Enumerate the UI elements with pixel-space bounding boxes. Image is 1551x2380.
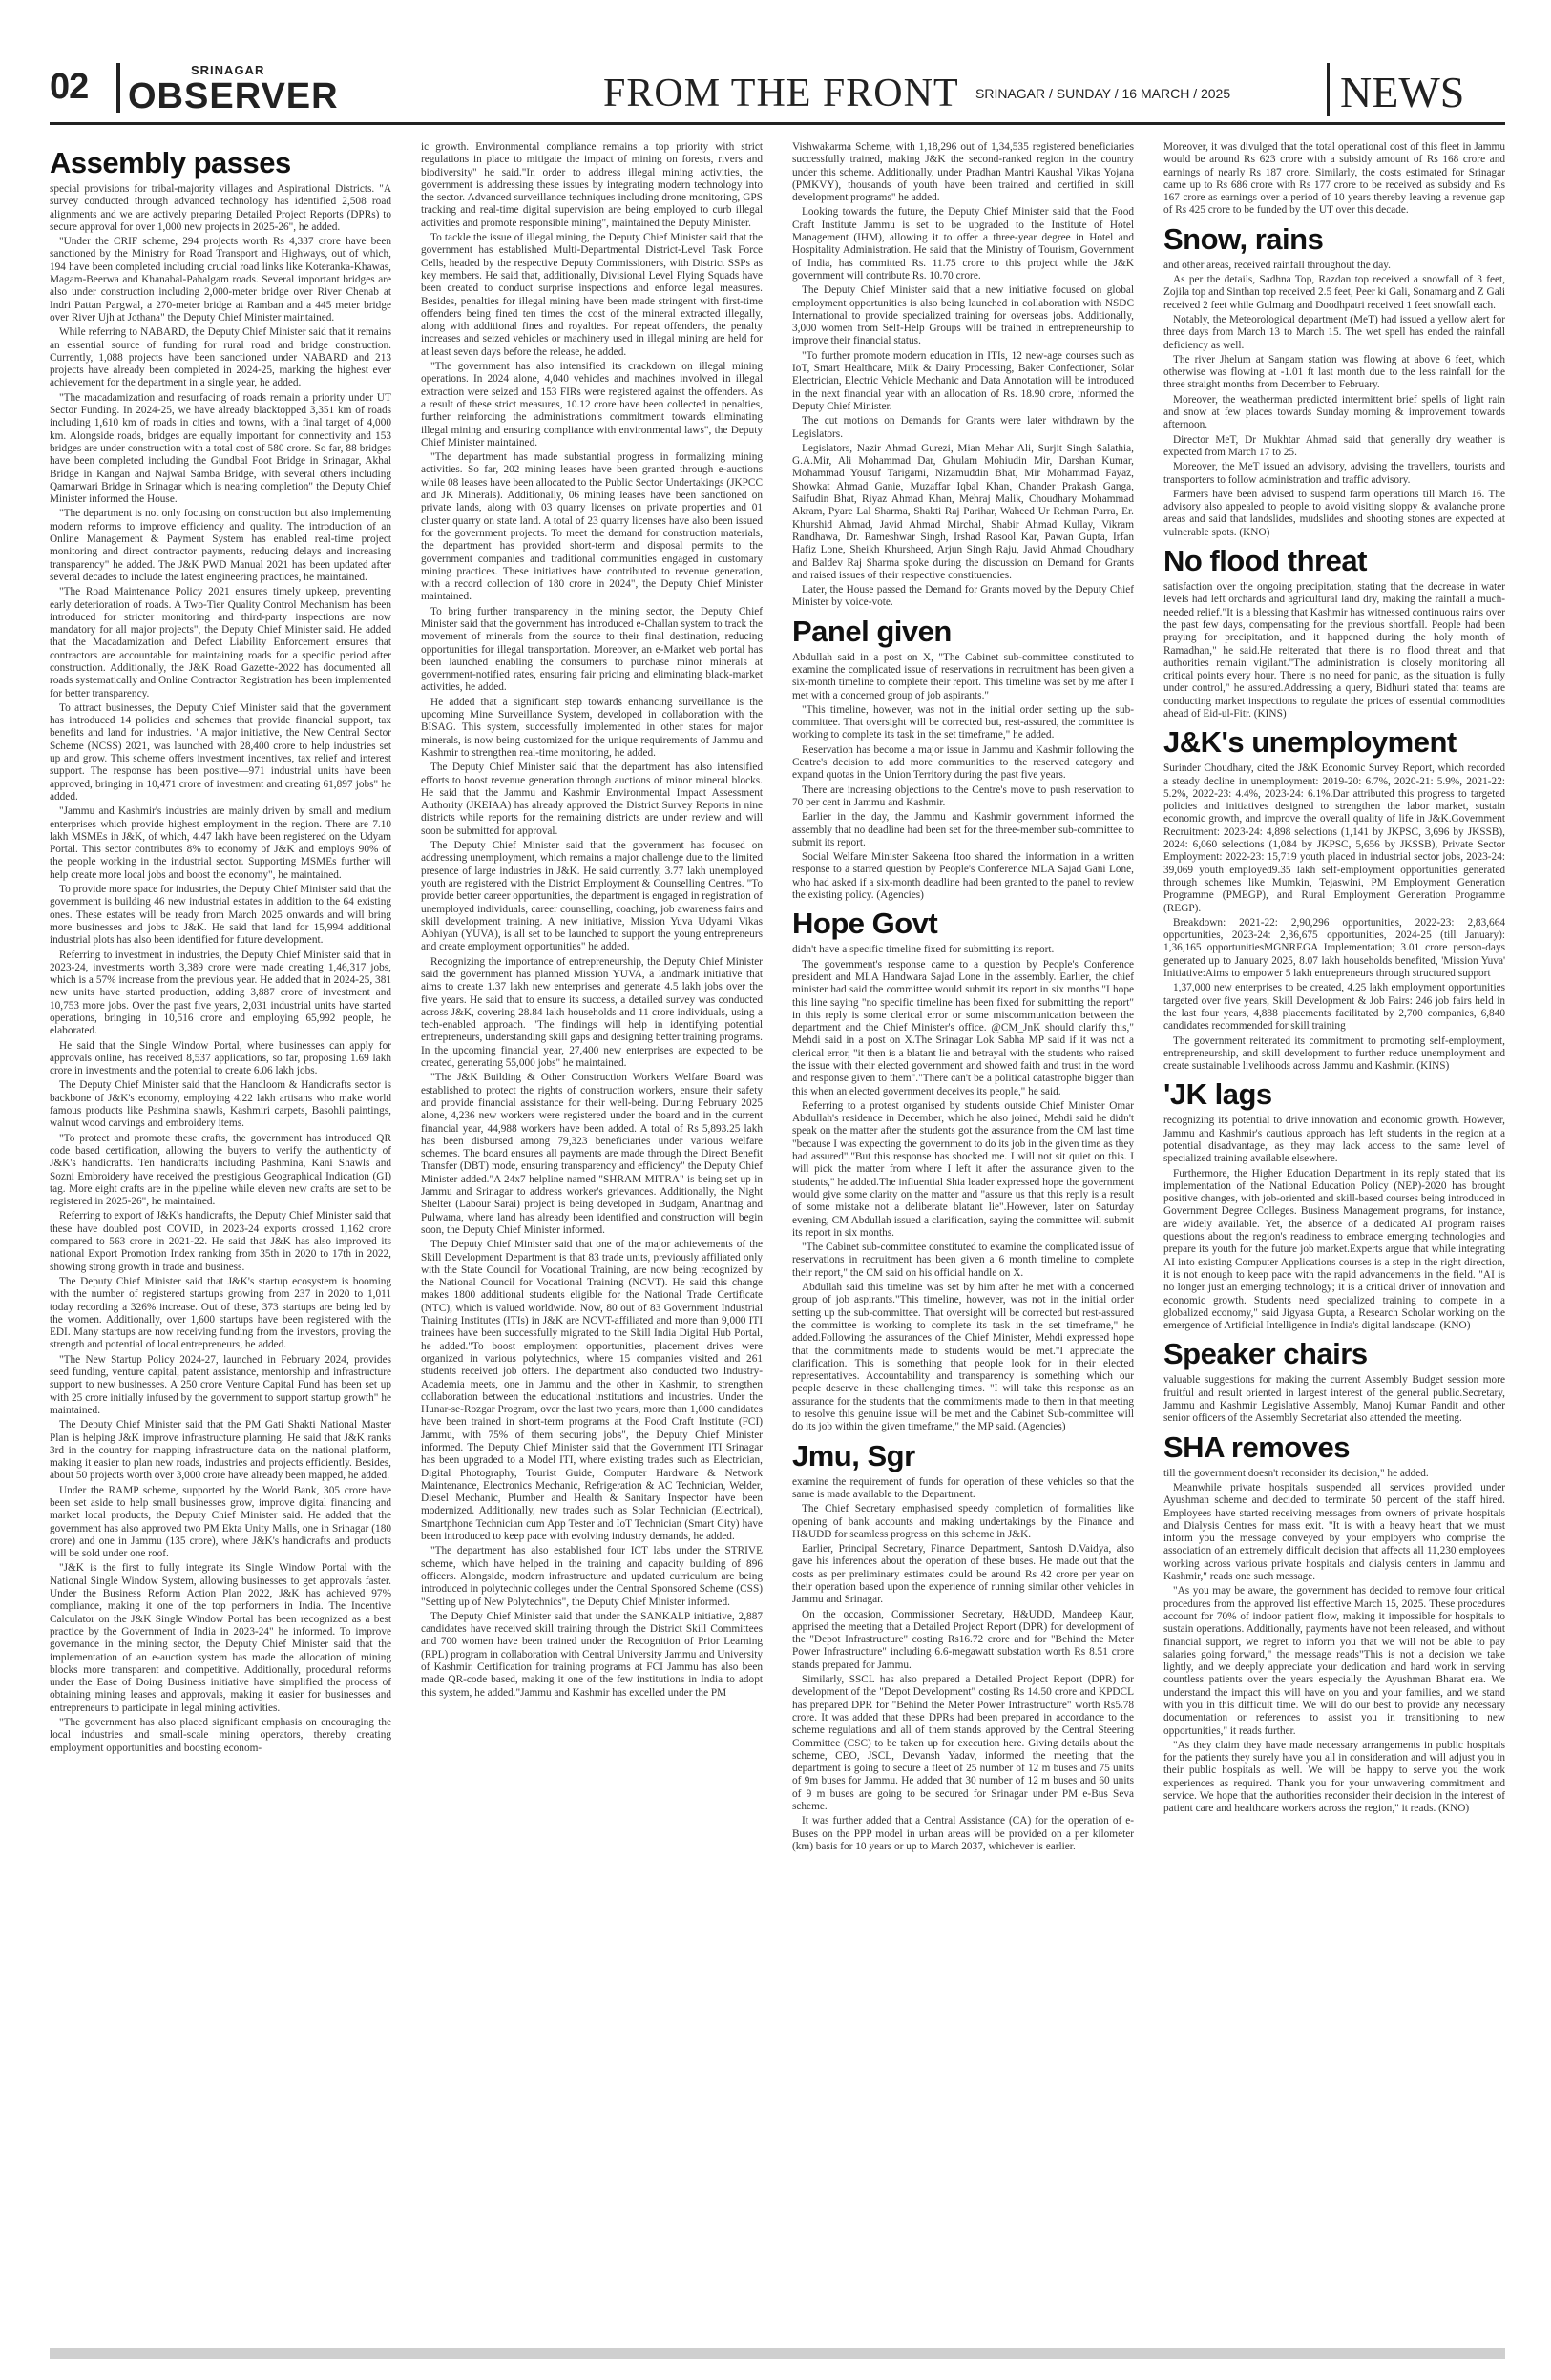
paragraph: examine the requirement of funds for operation of these vehicles so that the same is made available to the Department. bbox=[792, 1475, 1134, 1500]
paragraph: "The J&K Building & Other Construction Workers Welfare Board was established to protect the rights of construction workers, ensure their safety and provide financial assistance for their well-being. During February 2025 alone, 4,236 new workers were registered under the board and in the current financial year, 44,988 workers have been added. A total of Rs 5,893.25 lakh has been disbursed among 79,323 beneficiaries under various welfare schemes. The board ensures all payments are made through the Direct Benefit Transfer (DBT) mode, ensuring transparency and efficiency" the Deputy Chief Minister added."A 24x7 helpline named "SHRAM MITRA" is being set up in Jammu and Srinagar to address worker's grievances. Additionally, the Night Shelter (Labour Sarai) project is being developed in Budgam, Anantnag and Pulwama, where land has already been identified and construction will begin soon, the Deputy Chief Minister informed. bbox=[421, 1072, 763, 1236]
paragraph: "The Road Maintenance Policy 2021 ensures timely upkeep, preventing early deterioration of roads. A Two-Tier Quality Control Mechanism has been introduced for stricter monitoring and third-party inspections are now mandatory for all major projects", the Deputy Chief Minister said. He added that the Macadamization and Defect Liability Enforcement ensures that contractors are accountable for maintaining roads for a specific period after construction. Additionally, the J&K Road Gazette-2022 has documented all roads systematically and Online Contractor Registration has been implemented for better transparency. bbox=[50, 586, 391, 699]
article-body bbox=[421, 141, 763, 1700]
paragraph: Legislators, Nazir Ahmad Gurezi, Mian Mehar Ali, Surjit Singh Salathia, G.A.Mir, Ali Mohammad Dar, Ghulam Mohiudin Mir, Darshan Kumar, Mohammad Yousuf Tarigami, Nizamuddin Bhat, Mir Mohammad Fayaz, Showkat Ahmad Ganie, Muzaffar Iqbal Khan, Chander Prakash Ganga, Saifudin Bhat, Riyaz Ahmad Khan, Mehraj Malik, Choudhary Mohammad Akram, Pyare Lal Sharma, Shakti Raj Parihar, Waheed Ur Rehman Parra, Er. Khurshid Ahmad, Javid Ahmad Mirchal, Shabir Ahmad Kullay, Vikram Randhawa, Dr. Rameshwar Singh, Irshad Rasool Kar, Pawan Gupta, Irfan Hafiz Lone, Sheikh Khursheed, Arjun Singh Raju, Javid Ahmad Choudhary and Baldev Raj Sharma spoke during the discussion on Demand for Grants and raised issues of their respective constituencies. bbox=[792, 442, 1134, 581]
paragraph: The Deputy Chief Minister said that one of the major achievements of the Skill Development Department is that 83 trade units, previously affiliated only with the State Council for Vocational Training, are now being recognized by the National Council for Vocational Training (NCVT). He said this change makes 1800 additional students eligible for the National Trade Certificate (NTC), which is valued worldwide. Now, 80 out of 83 Government Industrial Training Institutes (ITIs) in J&K are NCVT-affiliated and more than 9,000 ITI trainees have been successfully migrated to the Skill India Digital Hub Portal, he added."To boost employment opportunities, placement drives were organized in various polytechnics, where 15 companies visited and 261 students received job offers. The department also conducted two Industry-Academia meets, one in Jammu and the other in Kashmir, to strengthen collaboration between the educational institutions and industries. Under the Hunar-se-Rozgar Program, over the last two years, more than 1,000 candidates have been trained in short-term programs at the Food Craft Institute (FCI) Jammu, with 75% of them securing jobs", the Deputy Chief Minister informed. The Deputy Chief Minister said that the Government ITI Srinagar has been upgraded to a Model ITI, where existing trades such as Electrician, Digital Photography, Tourist Guide, Computer Hardware & Network Maintenance, Electronics Mechanic, Refrigeration & AC Technician, Welder, Diesel Mechanic, Plumber and Health & Sanitary Inspector have been modernized. Additionally, new trades such as Solar Technician (Electrical), Smartphone Technician cum App Tester and IoT Technician (Smart City) have been introduced to keep pace with evolving industry demands, he added. bbox=[421, 1239, 763, 1543]
paragraph: To attract businesses, the Deputy Chief Minister said that the government has introduced 14 policies and schemes that provide financial support, tax benefits and land for industries. "A major initiative, the New Central Sector Scheme (NCSS) 2021, was launched with 28,400 crore to help industries set up and grow. This scheme offers investment incentives, tax relief and interest support. The response has been positive—971 industrial units have been approved, bringing in 10,471 crore of investment and creating 61,897 jobs" he added. bbox=[50, 701, 391, 803]
paragraph: The Deputy Chief Minister said that J&K's startup ecosystem is booming with the number of registered startups growing from 237 in 2020 to 1,011 today recording a 326% increase. Out of these, 373 startups are being led by the women. Additionally, over 1,600 startups have been registered with the EDI. Many startups are now receiving funding from the investors, proving the strength and potential of local entrepreneurs, he added. bbox=[50, 1275, 391, 1351]
paragraph: recognizing its potential to drive innovation and economic growth. However, Jammu and Kashmir's cautious approach has left students in the region at a potential disadvantage, as they may lack access to the same level of specialized training available elsewhere. bbox=[1163, 1115, 1505, 1165]
headline: J&K's unemployment bbox=[1163, 725, 1457, 760]
paragraph: special provisions for tribal-majority villages and Aspirational Districts. "A survey conducted through advanced technology has identified 2,508 road alignments and we are actively preparing Detailed Project Reports (DPRs) to secure approval for over 1,000 new projects in 2025-26", he added. bbox=[50, 183, 391, 233]
paragraph: The river Jhelum at Sangam station was flowing at above 6 feet, which otherwise was flowing at -1.01 ft last month due to the less rainfall for the three straight months from December to February. bbox=[1163, 353, 1505, 391]
paragraph: "To protect and promote these crafts, the government has introduced QR code based certification, allowing the buyers to verify the authenticity of J&K's handicrafts. Ten handicrafts including Pashmina, Kani Shawls and Sozni Embroidery have received the prestigious Geographical Indication (GI) tag. More eight crafts are in the pipeline while eleven new crafts are set to be registered in 2025-26", he maintained. bbox=[50, 1132, 391, 1208]
article-body bbox=[1163, 141, 1505, 218]
paragraph: Similarly, SSCL has also prepared a Detailed Project Report (DPR) for development of the "Depot Development" costing Rs 14.50 crore and KPDCL has prepared DPR for "Behind the Meter Power Infrastructure" worth Rs5.78 crore. It was added that these DPRs had been prepared in accordance to the scheme regulations and all of them stands approved by the Central Steering Committee (CSC) to be taken up for execution here. Giving details about the scheme, CEO, JSCL, Devansh Yadav, informed the meeting that the department is going to secure a fleet of 25 number of 12 m buses and 75 units of 9m buses for Jammu. He added that 30 number of 12 m buses and 60 units of 9 m buses are going to be secured for Srinagar under PM e-Bus Seva scheme. bbox=[792, 1674, 1134, 1813]
paragraph: The Deputy Chief Minister said that a new initiative focused on global employment opportunities is also being launched in collaboration with NSDC International to provide specialized training for overseas jobs. Additionally, 3,000 women from Self-Help Groups will be trained in entrepreneurship to improve their financial status. bbox=[792, 284, 1134, 347]
headline: Speaker chairs bbox=[1163, 1337, 1368, 1371]
paragraph: "To further promote modern education in ITIs, 12 new-age courses such as IoT, Smart Healthcare, Milk & Dairy Processing, Baker Confectioner, Solar Electrician, Electric Vehicle Mechanic and Data Annotation will be introduced in the next financial year with an allocation of Rs. 18.90 crore, informed the Deputy Chief Minister. bbox=[792, 349, 1134, 412]
paragraph: "This timeline, however, was not in the initial order setting up the sub-committee. That oversight will be corrected but, rest-assured, the committee is working to complete its task in the set timeframe," he added. bbox=[792, 703, 1134, 741]
paragraph: "J&K is the first to fully integrate its Single Window Portal with the National Single Window System, allowing businesses to get approvals faster. Under the Business Reform Action Plan 2022, J&K has achieved 97% compliance, making it one of the top performers in India. The Incentive Calculator on the J&K Single Window Portal has been recognized as a best practice by the Government of India in 2023-24" he informed. To improve governance in the mining sector, the Deputy Chief Minister said that the implementation of an e-auction system has made the allocation of mining blocks more transparent and competitive. Additionally, procedural reforms under the Ease of Doing Business initiative have simplified the process of obtaining mining leases and approvals, making it easier for businesses and entrepreneurs to participate in legal mining activities. bbox=[50, 1562, 391, 1714]
paragraph: and other areas, received rainfall throughout the day. bbox=[1163, 259, 1391, 271]
paragraph: The government reiterated its commitment to promoting self-employment, entrepreneurship, and skill development to further reduce unemployment and create sustainable livelihoods across Jammu and Kashmir. (KINS) bbox=[1163, 1034, 1505, 1073]
column-1 bbox=[50, 141, 391, 1757]
paragraph: Moreover, it was divulged that the total operational cost of this fleet in Jammu would be around Rs 623 crore with a subsidy amount of Rs 168 crore and earnings of nearly Rs 187 crore. Similarly, the costs estimated for Srinagar came up to Rs 686 crore with Rs 177 crore to be received as subsidy and Rs 167 crore as earnings over a period of 10 years thereby leaving a revenue gap of Rs 425 crore to be funded by the UT over this decade. bbox=[1163, 141, 1505, 217]
article-body bbox=[792, 652, 1134, 903]
paragraph: The Deputy Chief Minister said that the Handloom & Handicrafts sector is backbone of J&K's economy, employing 4.22 lakh artisans who make world famous products like Pashmina shawls, Kashmiri carpets, Basohli paintings, walnut wood carvings and embroidery items. bbox=[50, 1079, 391, 1130]
paragraph: To tackle the issue of illegal mining, the Deputy Chief Minister said that the government has established Multi-Departmental District-Level Task Force Cells, headed by the respective Deputy Commissioners, with District SSPs as key members. He said that, additionally, Divisional Level Flying Squads have been created to conduct surprise inspections and enforce legal measures. Besides, penalties for illegal mining have been made stringent with first-time offenders being fined ten times the cost of the mineral extracted illegally, along with additional fines and royalties. For repeat offenders, the penalty increases and seized vehicles or machinery used in illegal mining are held for at least seven days before the release, he added. bbox=[421, 232, 763, 358]
article-body bbox=[1163, 762, 1505, 1073]
paragraph: There are increasing objections to the Centre's move to push reservation to 70 per cent in Jammu and Kashmir. bbox=[792, 783, 1134, 808]
paragraph: 1,37,000 new enterprises to be created, 4.25 lakh employment opportunities targeted over five years, Skill Development & Job Fairs: 246 job fairs held in the last four years, 4,888 placements facilitated by 2,700 companies, 6,840 candidates recommended for skill training bbox=[1163, 982, 1505, 1033]
paragraph: While referring to NABARD, the Deputy Chief Minister said that it remains an essential source of funding for rural road and bridge construction. Currently, 1,088 projects have been sanctioned under NABARD and 213 projects have already been completed in 2024-25, marking the highest ever achievement for the department in a single year, he added. bbox=[50, 326, 391, 389]
paper-name-small: SRINAGAR bbox=[191, 63, 265, 77]
paragraph: Referring to a protest organised by students outside Chief Minister Omar Abdullah's residence in December, which he also joined, Mehdi said he didn't speak on the matter after the students got the assurance from the CM last time "because I was expecting the government to do its job in the given time as they had assured"."But this response has shocked me. I will not sit quiet on this. I will pick the matter from where I left it after the assurance given to the students," he added.The influential Shia leader expressed hope the government would give some clarity on the matter and "assure us that this reply is a result of some mistake not a deliberate blatant lie".However, later on Saturday evening, CM Abdullah issued a clarification, saying the committee will submit its report in six months. bbox=[792, 1099, 1134, 1239]
article-body bbox=[1163, 260, 1505, 539]
paragraph: Notably, the Meteorological department (MeT) had issued a yellow alert for three days from March 13 to March 15. The wet spell has ended the rainfall deficiency as well. bbox=[1163, 313, 1505, 351]
article-body bbox=[792, 1476, 1134, 1854]
paper-name: OBSERVER bbox=[128, 76, 339, 116]
paragraph: The Deputy Chief Minister said that under the SANKALP initiative, 2,887 candidates have received skill training through the District Skill Committees and 700 women have been trained under the Recognition of Prior Learning (RPL) program in collaboration with Central University Jammu and University of Kashmir. Certification for training programs at FCI Jammu has also been made QR-code based, making it one of the few institutions in India to adopt this system, he added."Jammu and Kashmir has excelled under the PM bbox=[421, 1610, 763, 1699]
paragraph: "As they claim they have made necessary arrangements in public hospitals for the patients they surely have you all in consideration and will adjust you in their public hospitals as well. We will be happy to serve you the work experiences as required. Thank you for your unwavering commitment and service. We hope that the authorities reconsider their decision in the interest of patient care and healthcare workers across the region," it reads. (KNO) bbox=[1163, 1739, 1505, 1815]
paragraph: "The New Startup Policy 2024-27, launched in February 2024, provides seed funding, venture capital, patent assistance, mentorship and infrastructure support to new businesses. A 250 crore Venture Capital Fund has been set up with 25 crore initially infused by the government to support startup growth" he maintained. bbox=[50, 1353, 391, 1416]
headline: Panel given bbox=[792, 614, 952, 648]
paragraph: The Deputy Chief Minister said that the department has also intensified efforts to boost revenue generation through auctions of minor mineral blocks. He said that the Jammu and Kashmir Environmental Impact Assessment Authority (JKEIAA) has already approved the District Survey Reports in nine districts while reports for the remaining districts are under review and will soon be submitted for approval. bbox=[421, 762, 763, 837]
paragraph: It was further added that a Central Assistance (CA) for the operation of e-Buses on the PPP model in urban areas will be provided on a per kilometer (km) basis for 10 years or up to March 2037, whichever is earlier. bbox=[792, 1815, 1134, 1852]
paragraph: The Deputy Chief Minister said that the government has focused on addressing unemployment, which remains a major challenge due to the limited presence of large industries in J&K. He said currently, 3.77 lakh unemployed youth are registered with the District Employment & Counselling Centres. "To provide better career opportunities, the department is engaged in registration of unemployed individuals, career counselling, coaching, job awareness fairs and skill development training. A new initiative, Mission Yuva Udyami Vikas Abhiyan (YUVA), is all set to be launched to support the young entrepreneurs and create employment opportunities" he added. bbox=[421, 840, 763, 953]
paragraph: Under the RAMP scheme, supported by the World Bank, 305 crore have been set aside to help small businesses grow, improve digital financing and market local products, the Deputy Chief Minister said. He added that the government has also approved two PM Ekta Unity Malls, one in Srinagar (180 crore) and one in Jammu (135 crore), where J&K's handicrafts and products will be sold under one roof. bbox=[50, 1484, 391, 1560]
masthead-divider-right bbox=[1327, 63, 1330, 116]
paragraph: "The government has also intensified its crackdown on illegal mining operations. In 2024 alone, 4,040 vehicles and machines involved in illegal extraction were seized and 153 FIRs were registered against the offenders. As a result of these strict measures, 10.12 crore have been collected in penalties, further reinforcing the administration's commitment towards eliminating illegal mining and ensuring compliance with environmental laws", the Deputy Chief Minister maintained. bbox=[421, 361, 763, 449]
paragraph: Social Welfare Minister Sakeena Itoo shared the information in a written response to a starred question by People's Conference MLA Sajad Gani Lone, who had asked if a six-month deadline had been granted to the panel to review the existing policy. (Agencies) bbox=[792, 851, 1134, 902]
column-4 bbox=[1163, 141, 1505, 1818]
paragraph: Looking towards the future, the Deputy Chief Minister said that the Food Craft Institute Jammu is set to be upgraded to the Institute of Hotel Management (IHM), allowing it to offer a three-year degree in Hotel and Hospitality Administration. He said that the Ministry of Tourism, Government of India, has committed Rs. 11.75 crore to this project while the J&K government will contribute Rs. 10.70 crore. bbox=[792, 206, 1134, 282]
article-body bbox=[1163, 1468, 1505, 1816]
masthead-divider bbox=[116, 63, 120, 113]
section-label: NEWS bbox=[1340, 68, 1465, 116]
paragraph: Reservation has become a major issue in Jammu and Kashmir following the Centre's decision to add more communities to the reserved category and expand quotas in the Union Territory during the past five years. bbox=[792, 743, 1134, 782]
paragraph: "The macadamization and resurfacing of roads remain a priority under UT Sector Funding. In 2024-25, we have already blacktopped 3,351 km of roads including 1,610 km of roads in cities and towns, with a final target of 4,000 km. Alongside roads, bridges are equally important for connectivity and 153 bridges are under construction with a total cost of 580 crore. So far, 88 bridges have been completed including the Gundbal Foot Bridge in Srinagar, Akhal Bridge in Kangan and Najwal Samba Bridge, with several others including Qamarwari Bridge in Srinagar which is nearing completion" the Deputy Chief Minister informed the House. bbox=[50, 391, 391, 506]
paragraph: Moreover, the MeT issued an advisory, advising the travellers, tourists and transporters to follow administration and traffic advisory. bbox=[1163, 461, 1505, 486]
paragraph: Referring to export of J&K's handicrafts, the Deputy Chief Minister said that these have doubled post COVID, in 2023-24 exports crossed 1,162 crore compared to 563 crore in 2021-22. He said that J&K has also improved its national Export Promotion Index ranking from 35th in 2020 to 17th in 2022, showing strong growth in trade and business. bbox=[50, 1210, 391, 1273]
headline: Jmu, Sgr bbox=[792, 1438, 915, 1472]
column-3 bbox=[792, 141, 1134, 1855]
paragraph: Farmers have been advised to suspend farm operations till March 16. The advisory also appealed to people to avoid visiting sloppy & avalanche prone areas and said that landslides, mudslides and shooting stones are expected at vulnerable spots. (KNO) bbox=[1163, 488, 1505, 538]
paragraph: Breakdown: 2021-22: 2,90,296 opportunities, 2022-23: 2,83,664 opportunities, 2023-24: 2,36,675 opportunities, 2024-25 (till January): 1,36,165 opportunitiesMGNREGA Implementation; 3.01 crore person-days generated up to January 2025, 8.07 lakh households benefited, 'Mission Yuva' Initiative:Aims to empower 5 lakh entrepreneurs through structured support bbox=[1163, 916, 1505, 980]
paragraph: The government's response came to a question by People's Conference president and MLA Handwara Sajad Lone in the assembly. Earlier, the chief minister had said the committee would submit its report in six months."I hope this line saying "no specific timeline has been fixed for submitting the report" in this reply is some clerical error or some miscommunication between the department and the Chief Minister's office. @CM_JnK should clarify this," Mehdi said in a post on X.The Srinagar Lok Sabha MP said if it was not a clerical error, "it then is a blatant lie and betrayal with the students who raised the issue with their elected government and showed faith and trust in the word and response given to them"."There can't be a political catastrophe bigger than this when an elected government deceives its people," he said. bbox=[792, 958, 1134, 1097]
dateline: SRINAGAR / SUNDAY / 16 MARCH / 2025 bbox=[975, 86, 1231, 101]
section-title: FROM THE FRONT bbox=[603, 72, 959, 115]
article-body bbox=[792, 141, 1134, 610]
paragraph: Earlier, Principal Secretary, Finance Department, Santosh D.Vaidya, also gave his inferences about the operation of these buses. He made out that the costs as per preliminary estimates could be around Rs 42 crore per year on their operation based upon the experience of running similar other vehicles in Jammu and Srinagar. bbox=[792, 1543, 1134, 1606]
paragraph: Abdullah said this timeline was set by him after he met with a concerned group of job aspirants."This timeline, however, was not in the initial order setting up the sub-committee. That oversight will be corrected but rest-assured the committee is working to complete its task in the set timeframe," he added.Following the assurances of the Chief Minister, Mehdi expressed hope that the commitments made to students would be met."I appreciate the clarification. This is something that people look for in their elected representatives. Accountability and transparency is something which our people deserve in these challenging times. "I will take this response as an assurance for the students that the commitments made to them in that meeting to resolve this genuine issue will be met and the Cabinet Sub-committee will do its job within the given timeframe," the MP said. (Agencies) bbox=[792, 1282, 1134, 1433]
paragraph: Director MeT, Dr Mukhtar Ahmad said that generally dry weather is expected from March 17 to 25. bbox=[1163, 433, 1505, 458]
article-body bbox=[50, 183, 391, 1755]
paragraph: "The department is not only focusing on construction but also implementing modern reforms to improve efficiency and quality. The introduction of an Online Management & Payment System has enabled real-time project monitoring and direct contractor payments, reducing delays and increasing transparency" he added. The J&K PWD Manual 2021 has been updated after several decades to include the latest engineering practices, he maintained. bbox=[50, 508, 391, 583]
article-body bbox=[1163, 1374, 1505, 1425]
headline: 'JK lags bbox=[1163, 1077, 1272, 1112]
article-body bbox=[1163, 1115, 1505, 1332]
paragraph: As per the details, Sadhna Top, Razdan top received a snowfall of 3 feet, Zojila top and Sinthan top received 2.5 feet, Peer ki Gali, Sonamarg and Z Gali received 2 feet while Gulmarg and Doodhpatri received 1 feet snowfall each. bbox=[1163, 274, 1505, 311]
headline: Hope Govt bbox=[792, 907, 938, 941]
paragraph: The cut motions on Demands for Grants were later withdrawn by the Legislators. bbox=[792, 415, 1134, 440]
paragraph: Surinder Choudhary, cited the J&K Economic Survey Report, which recorded a steady decline in unemployment: 2019-20: 6.7%, 2020-21: 5.9%, 2021-22: 5.2%, 2022-23: 4.4%, 2023-24: 6.1%.Dar attributed this progress to targeted policies and initiatives designed to strengthen the labor market, sustain economic growth, and improve the overall quality of life in J&K.Government Recruitment: 2023-24: 4,898 selections (1,141 by JKPSC, 3,696 by JKSSB), 2024: 6,060 selections (1,084 by JKPSC, 5,656 by JKSSB), Private Sector Employment: 2022-23: 15,719 youth placed in industrial sector jobs, 2023-24: 39,069 youth employed9.35 lakh self-employment opportunities generated through schemes like Mumkin, Tejaswini, PM Employment Generation Programme (PMEGP), and Rural Employment Generation Programme (REGP). bbox=[1163, 762, 1505, 914]
paragraph: satisfaction over the ongoing precipitation, stating that the decrease in water levels had left orchards and agricultural land dry, making the rainfall a much-needed relief."It is a blessing that Kashmir has witnessed continuous rains over the past few days, compensating for the previous shortfall. People had been praying for precipitation, and it happened during the holy month of Ramadhan," he said.He reiterated that there is no flood threat and that authorities remain vigilant."The administration is closely monitoring all critical points every hour. There is no need for panic, as the situation is fully under control," he assured.Addressing a query, Bidhuri stated that teams are conducting market inspections to regulate the prices of essential commodities ahead of Eid-ul-Fitr. (KINS) bbox=[1163, 581, 1505, 720]
paragraph: ic growth. Environmental compliance remains a top priority with strict regulations in place to mitigate the impact of mining on forests, rivers and biodiversity" he said."In order to address illegal mining activities, the government is addressing these issues by integrating modern technology into the sector. Advanced surveillance techniques including drone monitoring, GPS tracking and real-time digital supervision are being employed to curb illegal activities and promote responsible mining", maintained the Deputy Minister. bbox=[421, 141, 763, 229]
paragraph: To provide more space for industries, the Deputy Chief Minister said that the government is building 46 new industrial estates in addition to the 64 existing ones. These estates will be ready from March 2025 onwards and will bring more businesses and jobs to J&K. He said that land for 15,994 additional industrial plots has also been identified for future development. bbox=[50, 884, 391, 947]
paragraph: Recognizing the importance of entrepreneurship, the Deputy Chief Minister said the government has planned Mission YUVA, a landmark initiative that aims to create 1.37 lakh new enterprises and generate 4.5 lakh jobs over the five years. He said that to ensure its success, a detailed survey was conducted across J&K, covering 28.84 lakh households and 11 crore individuals, using a tech-enabled approach. "The findings will help in identifying potential entrepreneurs, understanding skill gaps and designing better training programs. In the upcoming financial year, 27,400 new enterprises are expected to be created, generating 55,000 jobs" he maintained. bbox=[421, 955, 763, 1070]
page-number: 02 bbox=[50, 67, 89, 107]
headline: SHA removes bbox=[1163, 1430, 1350, 1464]
paragraph: "As you may be aware, the government has decided to remove four critical procedures from the approved list effective March 15, 2025. These procedures account for 70% of indoor patient flow, making it impossible for hospitals to sustain operations. Additionally, payments have not been released, and without financial support, we regret to inform you that we will not be able to pay salaries going forward," the message reads"This is not a decision we take lightly, and we deeply appreciate your dedication and hard work in serving countless patients over the years especially the Ayushman Bharat era. We understand the impact this will have on you and your families, and we stand with you in this difficult time. We will do our best to provide any necessary documentation or references to assist you in transitioning to new opportunities," it reads further. bbox=[1163, 1585, 1505, 1737]
paragraph: "Jammu and Kashmir's industries are mainly driven by small and medium enterprises which provide highest employment in the region. There are 7.10 lakh MSMEs in J&K, of which, 4.47 lakh have been registered on the Udyam Portal. This sector contributes 8% to economy of J&K and employs 90% of the people working in the industrial sector. Supporting MSMEs further will help create more local jobs and boost the economy", he maintained. bbox=[50, 805, 391, 881]
paragraph: Furthermore, the Higher Education Department in its reply stated that its implementation of the National Education Policy (NEP)-2020 has brought positive changes, with job-oriented and skill-based courses being introduced in Government Degree Colleges. Business Management programs, for instance, are widely available. Yet, the absence of a dedicated AI program raises questions about the region's readiness to embrace emerging technologies and prepare its youth for the future job market.Experts argue that while integrating AI into existing Computer Applications courses is a step in the right direction, it is not enough to keep pace with the rapid advancements in the field. "AI is no longer just an emerging technology; it is a critical driver of innovation and economic growth. Students need specialized training to compete in a globalized economy," said Jigyasa Gupta, a Research Scholar working on the emergence of Artificial Intelligence in India's digital landscape. (KNO) bbox=[1163, 1167, 1505, 1332]
paragraph: Abdullah said in a post on X, "The Cabinet sub-committee constituted to examine the complicated issue of reservations in recruitment has been given a six-month timeline to complete their report. This timeline was set by me after I met with a concerned group of job aspirants." bbox=[792, 651, 1134, 701]
column-2 bbox=[421, 141, 763, 1701]
paragraph: Later, the House passed the Demand for Grants moved by the Deputy Chief Minister by voice-vote. bbox=[792, 584, 1134, 609]
paragraph: valuable suggestions for making the current Assembly Budget session more fruitful and result oriented in largest interest of the general public.Secretary, Jammu and Kashmir Legislative Assembly, Manoj Kumar Pandit and other senior officers of the Assembly Secretariat also attended the meeting. bbox=[1163, 1374, 1505, 1425]
masthead-rule bbox=[50, 122, 1505, 125]
paragraph: "Under the CRIF scheme, 294 projects worth Rs 4,337 crore have been sanctioned by the Ministry for Road Transport and Highways, out of which, 194 have been completed including crucial road links like Koteranka-Khawas, Magam-Beerwa and Khanabal-Pahalgam roads. Several important bridges are also under construction including 2,000-meter bridge over River Chenab at Indri Pattan Pargwal, a 270-meter bridge at Ramban and a 445 meter bridge over River Ujh at Jothana" the Deputy Chief Minister maintained. bbox=[50, 236, 391, 324]
masthead bbox=[50, 59, 1505, 118]
paragraph: didn't have a specific timeline fixed for submitting its report. bbox=[792, 944, 1055, 956]
paragraph: He said that the Single Window Portal, where businesses can apply for approvals online, has received 8,537 applications, so far, proposing 1.69 lakh crore in investments and the potential to create 6.06 lakh jobs. bbox=[50, 1039, 391, 1077]
paragraph: The Chief Secretary emphasised speedy completion of formalities like opening of bank accounts and making undertakings by the Finance and H&UDD for seamless progress on this scheme in J&K. bbox=[792, 1503, 1134, 1540]
paragraph: "The government has also placed significant emphasis on encouraging the local industries and small-scale mining operators, thereby creating employment opportunities and boosting econom- bbox=[50, 1717, 391, 1754]
paragraph: "The Cabinet sub-committee constituted to examine the complicated issue of reservations in recruitment has been given a 6 month timeline to complete their report," the CM said on his official handle on X. bbox=[792, 1242, 1134, 1279]
paragraph: The Deputy Chief Minister said that the PM Gati Shakti National Master Plan is helping J&K improve infrastructure planning. He said that J&K ranks 3rd in the country for mapping infrastructure data on the national platform, making it easier to plan new roads, industries and projects efficiently. Besides, about 50 projects worth over 3,000 crore have already been mapped, he added. bbox=[50, 1419, 391, 1482]
paragraph: Earlier in the day, the Jammu and Kashmir government informed the assembly that no deadline had been set for the three-member sub-committee to submit its report. bbox=[792, 811, 1134, 848]
paragraph: Referring to investment in industries, the Deputy Chief Minister said that in 2023-24, investments worth 3,389 crore were made creating 1,46,317 jobs, which is a 57% increase from the previous year. He added that in 2024-25, 381 new units have started production, adding 3,887 crore of investment and 10,753 more jobs. Over the past five years, 2,031 industrial units have started operations, bringing in 10,516 crore and employing 65,992 people, he elaborated. bbox=[50, 949, 391, 1037]
paragraph: Vishwakarma Scheme, with 1,18,296 out of 1,34,535 registered beneficiaries successfully trained, making J&K the second-ranked region in the country under this scheme. Additionally, under Pradhan Mantri Kaushal Vikas Yojana (PMKVY), thousands of youth have been trained and certified in skill development programs" he added. bbox=[792, 141, 1134, 204]
headline: Assembly passes bbox=[50, 146, 291, 179]
paragraph: To bring further transparency in the mining sector, the Deputy Chief Minister said that the government has introduced e-Challan system to track the movement of minerals from the source to their final destination, reducing opportunities for illegal transportation. Moreover, an e-Market web portal has been launched enabling the consumers to purchase minor minerals at government-notified rates, ensuring fair pricing and eliminating black-market activities, he added. bbox=[421, 605, 763, 694]
paragraph: Meanwhile private hospitals suspended all services provided under Ayushman scheme and decided to terminate 50 percent of the staff hired. Employees have started receiving messages from owners of private hospitals and Dialysis Centres for mass exit. "It is with a heavy heart that we must inform you the message conveyed by your employers who comprise the association of an extremely difficult decision that affects all 11,230 employees working across various private hospitals and dialysis centers in Jammu and Kashmir," reads one such message. bbox=[1163, 1481, 1505, 1583]
paragraph: "The department has made substantial progress in formalizing mining activities. So far, 202 mining leases have been granted through e-auctions while 08 leases have been allocated to the Public Sector Undertakings (JKPCC and JK Minerals). Additionally, 06 mining leases have been sanctioned on private lands, along with 03 quarry licenses on private properties and 01 cluster quarry on state land. A total of 23 quarry licenses have also been issued for the government projects. To meet the demand for construction materials, the department has provided short-term and disposal permits to the government companies and traditional communities engaged in customary mining practices. These initiatives have contributed to revenue generation, with a record collection of 180 crore in 2024", the Deputy Chief Minister maintained. bbox=[421, 451, 763, 603]
headline: No flood threat bbox=[1163, 544, 1367, 578]
headline: Snow, rains bbox=[1163, 221, 1324, 256]
article-body bbox=[792, 944, 1134, 1433]
article-body bbox=[1163, 581, 1505, 720]
footer-bar bbox=[50, 2348, 1505, 2359]
paragraph: Moreover, the weatherman predicted intermittent brief spells of light rain and snow at few places towards Sunday morning & improvement towards afternoon. bbox=[1163, 393, 1505, 431]
paragraph: He added that a significant step towards enhancing surveillance is the upcoming Mine Surveillance System, developed in collaboration with the BISAG. This system, successfully implemented in other states for major minerals, is now being customized for the unique requirements of Jammu and Kashmir to strengthen real-time monitoring, he added. bbox=[421, 696, 763, 759]
paragraph: On the occasion, Commissioner Secretary, H&UDD, Mandeep Kaur, apprised the meeting that a Detailed Project Report (DPR) for development of the "Depot Infrastructure" costing Rs16.72 crore and for "Behind the Meter Power Infrastructure" including 6.6-megawatt substation worth Rs 8.51 crore stands prepared for Jammu. bbox=[792, 1608, 1134, 1671]
paragraph: till the government doesn't reconsider its decision," he added. bbox=[1163, 1467, 1429, 1479]
paragraph: "The department has also established four ICT labs under the STRIVE scheme, which have helped in the training and capacity building of 896 officers. Alongside, modern infrastructure and updated curriculum are being introduced in polytechnic colleges under the Central Sponsored Scheme (CSS) "Setting up of New Polytechnics", the Deputy Chief Minister informed. bbox=[421, 1545, 763, 1608]
